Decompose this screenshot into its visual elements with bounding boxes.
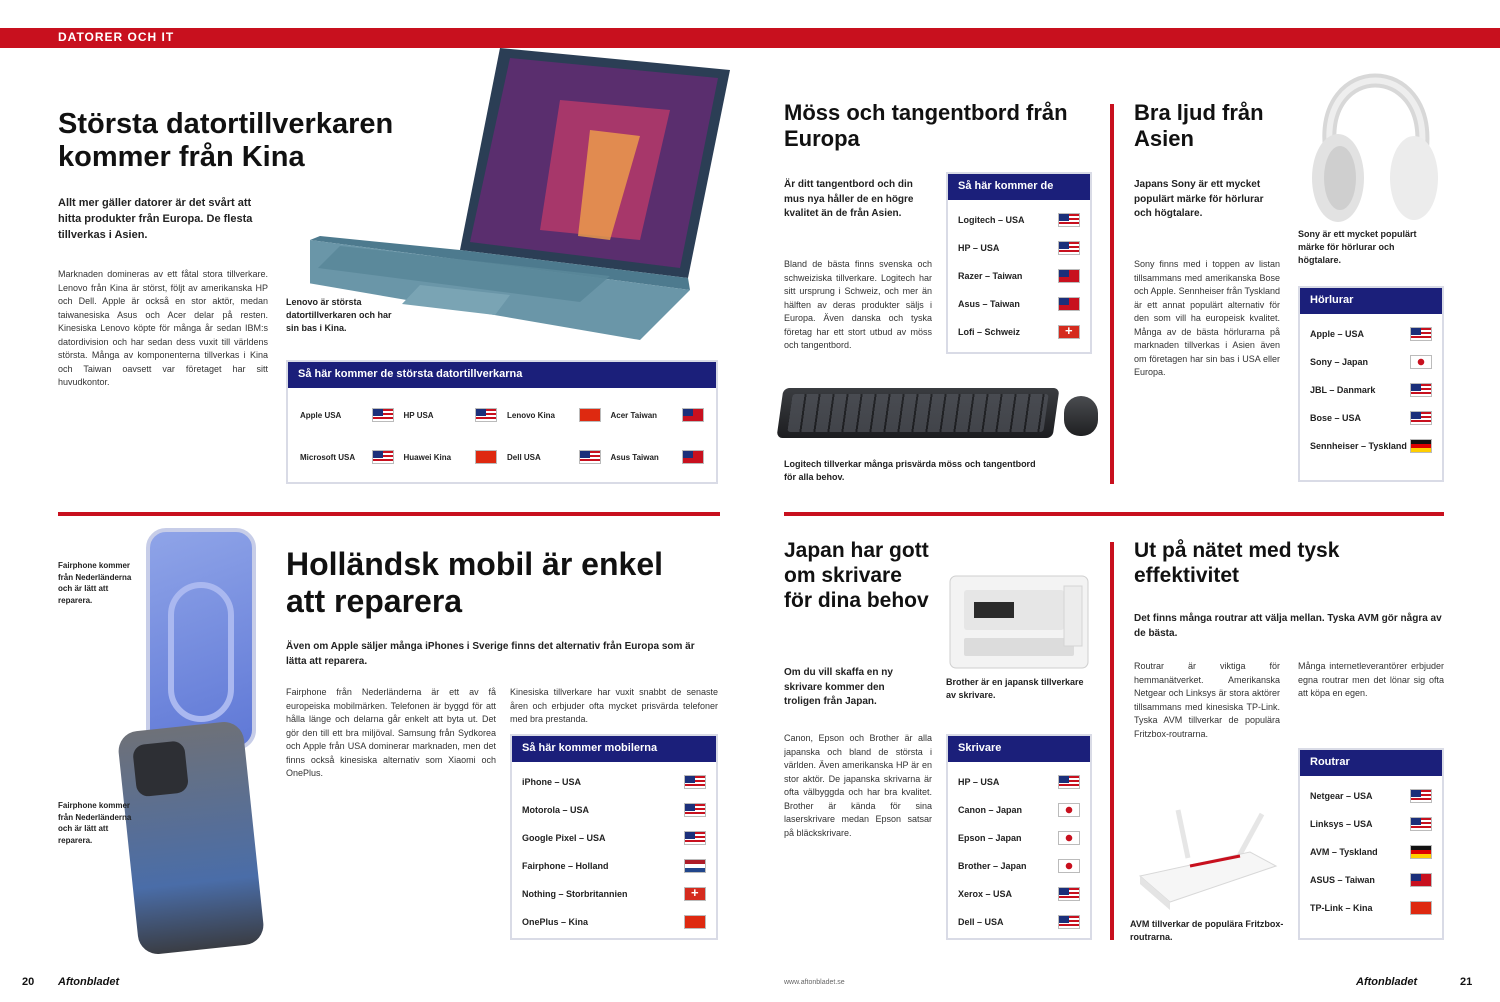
flag-icon bbox=[1410, 789, 1432, 803]
keyboard-image bbox=[776, 388, 1059, 438]
list-item: JBL – Danmark bbox=[1310, 376, 1432, 404]
mouse-title: Möss och tangentbord från Europa bbox=[784, 100, 1068, 152]
phone-title: Holländsk mobil är enkel att reparera bbox=[286, 546, 663, 619]
list-item: Sony – Japan bbox=[1310, 348, 1432, 376]
list-item: Canon – Japan bbox=[958, 796, 1080, 824]
list-item: Acer Taiwan bbox=[611, 398, 705, 432]
flag-icon bbox=[1058, 269, 1080, 283]
printer-body: Canon, Epson och Brother är alla japanska och bland de största i världen. Även amerikanska HP är en stor aktör. De japanska skrivarna är ofta välbyggda och har bra kvalitet. Brother är kända för sina laserskrivare medan Epson satsar på bläckskrivare. bbox=[784, 733, 932, 838]
flag-icon bbox=[684, 775, 706, 789]
page-number-left: 20 bbox=[22, 976, 35, 988]
flag-icon bbox=[1410, 383, 1432, 397]
printer-box bbox=[946, 734, 1092, 940]
flag-icon bbox=[682, 408, 704, 422]
section-divider bbox=[58, 512, 720, 516]
flag-icon bbox=[1410, 817, 1432, 831]
list-item: Razer – Taiwan bbox=[958, 262, 1080, 290]
list-item: TP-Link – Kina bbox=[1310, 894, 1432, 922]
column-divider bbox=[1110, 542, 1114, 940]
section-divider bbox=[784, 512, 1444, 516]
list-item: iPhone – USA bbox=[522, 768, 706, 796]
flag-icon bbox=[372, 408, 394, 422]
list-item: AVM – Tyskland bbox=[1310, 838, 1432, 866]
sound-caption: Sony är ett mycket populärt märke för hörlurar och högtalare. bbox=[1298, 229, 1417, 266]
router-image bbox=[1130, 806, 1280, 916]
list-item: Nothing – Storbritannien + bbox=[522, 880, 706, 908]
list-item: Dell USA bbox=[507, 440, 601, 474]
computers-box bbox=[286, 360, 718, 484]
flag-icon bbox=[1058, 241, 1080, 255]
list-item: Google Pixel – USA bbox=[522, 824, 706, 852]
printer-box-title: Skrivare bbox=[948, 736, 1090, 762]
flag-icon bbox=[1410, 327, 1432, 341]
sound-box bbox=[1298, 286, 1444, 482]
flag-icon bbox=[684, 915, 706, 929]
phone-front-image bbox=[146, 528, 256, 750]
flag-icon bbox=[684, 831, 706, 845]
flag-icon bbox=[1058, 325, 1080, 339]
flag-icon bbox=[1058, 915, 1080, 929]
flag-icon bbox=[372, 450, 394, 464]
list-item: ASUS – Taiwan bbox=[1310, 866, 1432, 894]
sound-title: Bra ljud från Asien bbox=[1134, 100, 1264, 152]
flag-icon bbox=[1410, 901, 1432, 915]
brand-left: Aftonbladet bbox=[58, 976, 120, 988]
mouse-lead: Är ditt tangentbord och din mus nya håller de en högre kvalitet än de från Asien. bbox=[784, 179, 914, 219]
list-item: Asus Taiwan bbox=[611, 440, 705, 474]
phone-caption-top: Fairphone kommer från Nederländerna och är lätt att reparera. bbox=[58, 561, 132, 605]
phone-lead: Även om Apple säljer många iPhones i Sverige finns det alternativ från Europa som är lätta att reparera. bbox=[286, 641, 695, 667]
list-item: Apple USA bbox=[300, 398, 394, 432]
list-item: Brother – Japan bbox=[958, 852, 1080, 880]
list-item: Sennheiser – Tyskland bbox=[1310, 432, 1432, 460]
list-item: Fairphone – Holland bbox=[522, 852, 706, 880]
printer-image bbox=[944, 566, 1094, 676]
sound-box-title: Hörlurar bbox=[1300, 288, 1442, 314]
flag-icon bbox=[1410, 439, 1432, 453]
flag-icon bbox=[475, 408, 497, 422]
router-caption: AVM tillverkar de populära Fritzbox-routrarna. bbox=[1130, 919, 1284, 943]
flag-icon bbox=[1410, 873, 1432, 887]
list-item: Linksys – USA bbox=[1310, 810, 1432, 838]
section-label: DATORER OCH IT bbox=[58, 30, 175, 44]
phone-box-title: Så här kommer mobilerna bbox=[512, 736, 716, 762]
phone-body-1: Fairphone från Nederländerna är ett av få europeiska mobilmärken. Telefonen är byggd för att hålla länge och delarna går enkelt att byta ut. Det gör den till ett bra miljöval. Samsung från Sydkorea och Apple från USA dominerar marknaden, men det finns också kinesiska alternativ som Xiaomi och OnePlus. bbox=[286, 687, 496, 778]
sound-lead: Japans Sony är ett mycket populärt märke för hörlurar och högtalare. bbox=[1134, 179, 1264, 219]
computers-title: Största datortillverkaren kommer från Kina bbox=[58, 108, 394, 174]
mouse-box-title: Så här kommer de bbox=[948, 174, 1090, 200]
printer-title: Japan har gott om skrivare för dina behov bbox=[784, 539, 929, 613]
page-number-right: 21 bbox=[1460, 976, 1473, 988]
flag-icon bbox=[1410, 355, 1432, 369]
flag-icon bbox=[682, 450, 704, 464]
router-body-2: Många internetleverantörer erbjuder egna routrar men det lönar sig ofta att köpa en egen. bbox=[1298, 661, 1444, 698]
flag-icon bbox=[1058, 775, 1080, 789]
list-item: Lofi – Schweiz + bbox=[958, 318, 1080, 346]
mouse-box bbox=[946, 172, 1092, 354]
flag-icon bbox=[1410, 845, 1432, 859]
flag-icon bbox=[579, 450, 601, 464]
list-item: HP – USA bbox=[958, 234, 1080, 262]
router-lead: Det finns många routrar att välja mellan. Tyska AVM gör några av de bästa. bbox=[1134, 613, 1442, 639]
flag-icon bbox=[1058, 859, 1080, 873]
list-item: Xerox – USA bbox=[958, 880, 1080, 908]
list-item: Netgear – USA bbox=[1310, 782, 1432, 810]
mouse-image bbox=[1064, 396, 1098, 436]
brand-right: Aftonbladet bbox=[1356, 976, 1418, 988]
list-item: Microsoft USA bbox=[300, 440, 394, 474]
section-bar bbox=[0, 28, 1500, 48]
list-item: Lenovo Kina bbox=[507, 398, 601, 432]
list-item: Huawei Kina bbox=[404, 440, 498, 474]
list-item: Motorola – USA bbox=[522, 796, 706, 824]
headphones-image bbox=[1310, 38, 1440, 228]
computers-caption: Lenovo är största datortillverkaren och har sin bas i Kina. bbox=[286, 297, 392, 334]
list-item: HP USA bbox=[404, 398, 498, 432]
computers-box-title: Så här kommer de största datortillverkarna bbox=[288, 362, 716, 388]
sound-body: Sony finns med i toppen av listan tillsammans med amerikanska Bose och Apple. Sennheiser från Tyskland är ett annat populärt alternativ för den som vill ha europeisk kvalitet. Många av de bästa hörlurarna på marknaden tillverkas i Asien även om företagen har sin bas i USA eller Europa. bbox=[1134, 259, 1280, 377]
phone-box bbox=[510, 734, 718, 940]
router-box bbox=[1298, 748, 1444, 940]
flag-icon bbox=[684, 803, 706, 817]
list-item: OnePlus – Kina bbox=[522, 908, 706, 936]
mouse-body: Bland de bästa finns svenska och schweiziska tillverkare. Logitech har sitt ursprung i Schweiz, och mer än hälften av deras produkter säljs i Europa. Även danska och tyska företag har ett stort utbud av möss och tangentbord. bbox=[784, 259, 932, 350]
list-item: Logitech – USA bbox=[958, 206, 1080, 234]
list-item: Dell – USA bbox=[958, 908, 1080, 936]
router-title: Ut på nätet med tysk effektivitet bbox=[1134, 539, 1340, 588]
router-box-title: Routrar bbox=[1300, 750, 1442, 776]
list-item: Bose – USA bbox=[1310, 404, 1432, 432]
computers-body: Marknaden domineras av ett fåtal stora tillverkare. Lenovo från Kina är störst, följt av amerikanska HP och Dell. Apple är också en stor aktör, medan taiwanesiska Asus och Acer delar på resten. Kinesiska Lenovo köpte för många år sedan IBM:s datordivision och har sedan dess vuxit till världens största. Många av komponenterna tillverkas i Kina och Taiwan oavsett var företaget har sitt huvudkontor. bbox=[58, 269, 268, 387]
flag-icon bbox=[1058, 887, 1080, 901]
mouse-caption: Logitech tillverkar många prisvärda möss och tangentbord för alla behov. bbox=[784, 459, 1036, 483]
list-item: Epson – Japan bbox=[958, 824, 1080, 852]
flag-icon bbox=[1058, 803, 1080, 817]
list-item: Asus – Taiwan bbox=[958, 290, 1080, 318]
flag-icon bbox=[1410, 411, 1432, 425]
list-item: Apple – USA bbox=[1310, 320, 1432, 348]
flag-icon bbox=[684, 859, 706, 873]
computers-lead: Allt mer gäller datorer är det svårt att hitta produkter från Europa. De flesta tillverkas i Asien. bbox=[58, 197, 253, 241]
printer-caption: Brother är en japansk tillverkare av skrivare. bbox=[946, 677, 1084, 701]
list-item: HP – USA bbox=[958, 768, 1080, 796]
flag-icon bbox=[475, 450, 497, 464]
flag-icon bbox=[684, 887, 706, 901]
router-body-1: Routrar är viktiga för hemmanätverket. Amerikanska Netgear och Linksys är stora aktörer tillsammans med kinesiska TP-Link. Tyska AVM tillverkar de populära Fritzbox-routrarna. bbox=[1134, 661, 1280, 739]
phone-body-2: Kinesiska tillverkare har vuxit snabbt de senaste åren och erbjuder ofta mycket prisvärda telefoner med bra prestanda. bbox=[510, 687, 718, 724]
flag-icon bbox=[1058, 831, 1080, 845]
flag-icon bbox=[579, 408, 601, 422]
flag-icon bbox=[1058, 297, 1080, 311]
phone-caption-bottom: Fairphone kommer från Nederländerna och är lätt att reparera. bbox=[58, 801, 132, 845]
printer-lead: Om du vill skaffa en ny skrivare kommer den troligen från Japan. bbox=[784, 667, 893, 707]
flag-icon bbox=[1058, 213, 1080, 227]
footer-url: www.aftonbladet.se bbox=[784, 979, 845, 986]
column-divider bbox=[1110, 104, 1114, 484]
